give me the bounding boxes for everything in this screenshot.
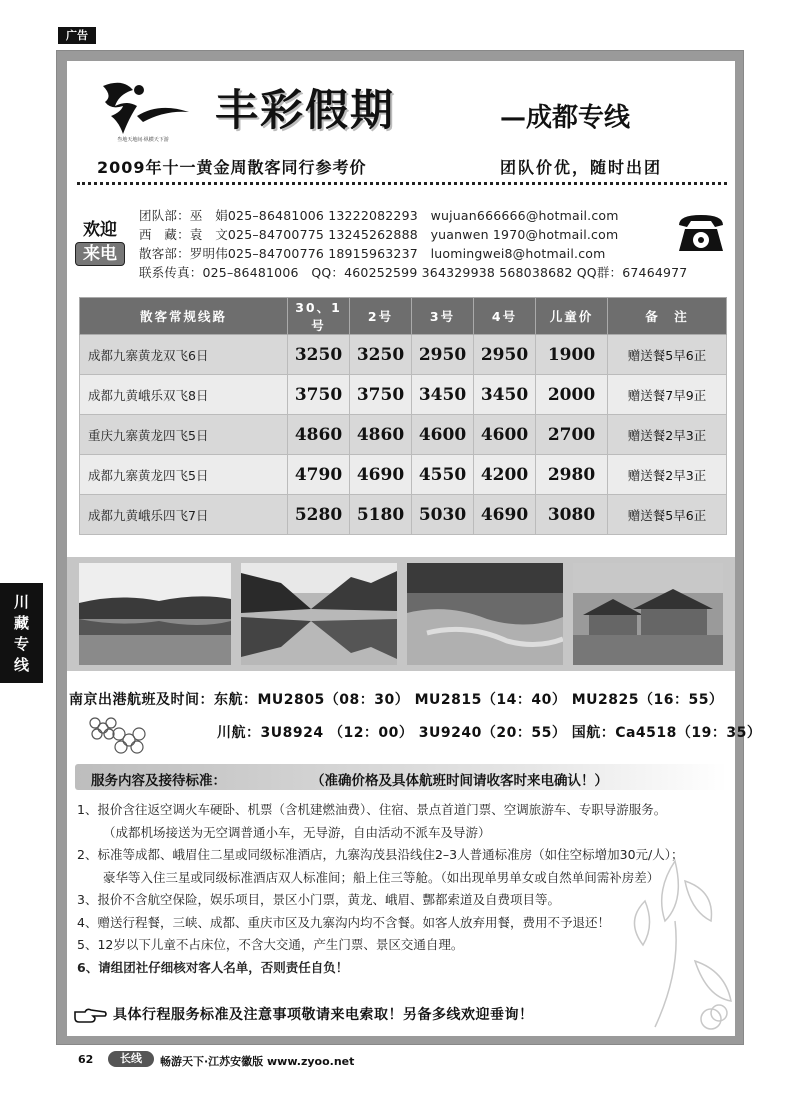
- note-cell: 赠送餐5早6正: [608, 495, 727, 535]
- table-row: [80, 415, 727, 455]
- column-header: 2号: [350, 298, 412, 335]
- note-cell: 赠送餐7早9正: [608, 375, 727, 415]
- section-badge: 长线: [108, 1051, 154, 1067]
- contact-row: 团队部：巫 娟025–86481006 13222082293 wujuan666666@hotmail.com: [139, 208, 619, 223]
- welcome-line1: 欢迎: [83, 220, 117, 240]
- service-term: 1、报价含往返空调火车硬卧、机票（含机建燃油费）、住宿、景点首道门票、空调旅游车、专职导游服务。: [77, 802, 667, 817]
- welcome-line2: 来电: [75, 242, 125, 266]
- service-confirm-note: （准确价格及具体航班时间请收客时来电确认！）: [311, 773, 608, 789]
- side-section-tab: [0, 583, 43, 683]
- price-cell: 4200: [474, 455, 536, 495]
- service-term: 3、报价不含航空保险，娱乐项目，景区小门票，黄龙、峨眉、酆都索道及自费项目等。: [77, 892, 560, 907]
- telephone-icon: [675, 211, 727, 253]
- price-cell: 4790: [288, 455, 350, 495]
- table-row: [80, 495, 727, 535]
- route-cell: 成都九寨黄龙四飞5日: [80, 455, 288, 495]
- flower-decoration-icon: [85, 714, 155, 756]
- temple-photo: [573, 563, 723, 665]
- service-term: 2、标准等成都、峨眉住二星或同级标准酒店，九寨沟茂县沿线住2–3人普通标准房（如住空标增加30元/人）；: [77, 847, 684, 862]
- price-cell: 4600: [412, 415, 474, 455]
- side-tab-char: 川: [13, 593, 29, 611]
- price-cell: 3450: [474, 375, 536, 415]
- contact-row: 联系传真：025–86481006 QQ：460252599 364329938 568038682 QQ群：67464977: [139, 265, 688, 280]
- column-header: 3号: [412, 298, 474, 335]
- route-cell: 成都九黄峨乐四飞7日: [80, 495, 288, 535]
- child-price-cell: 2000: [536, 375, 608, 415]
- price-cell: 3750: [288, 375, 350, 415]
- column-header: 散客常规线路: [80, 298, 288, 335]
- service-term: 6、请组团社仔细核对客人名单，否则责任自负！: [77, 959, 349, 975]
- contact-list: [139, 206, 687, 282]
- child-price-cell: 2700: [536, 415, 608, 455]
- contact-row: 西 藏：袁 文025–84700775 13245262888 yuanwen 1970@hotmail.com: [139, 227, 619, 242]
- price-table: [79, 297, 727, 535]
- price-cell: 3450: [412, 375, 474, 415]
- price-cell: 4690: [474, 495, 536, 535]
- price-cell: 4860: [350, 415, 412, 455]
- inquiry-footer: [73, 1004, 673, 1024]
- price-cell: 3250: [288, 335, 350, 375]
- table-header-row: [80, 298, 727, 335]
- flight-schedule-line1: 南京出港航班及时间：东航：MU2805（08：30） MU2815（14：40） MU2825（16：55）: [69, 692, 724, 708]
- service-term: 豪华等入住三星或同级标准酒店双人标准间；船上住三等舱。（如出现单男单女或自然单间需补房差）: [103, 869, 660, 885]
- price-cell: 4600: [474, 415, 536, 455]
- price-cell: 5030: [412, 495, 474, 535]
- column-header: 4号: [474, 298, 536, 335]
- brand-title: 丰彩假期: [215, 86, 395, 136]
- price-cell: 3250: [350, 335, 412, 375]
- price-cell: 4550: [412, 455, 474, 495]
- column-header: 30、1号: [288, 298, 350, 335]
- contact-row: 散客部：罗明伟025–84700776 18915963237 luomingwei8@hotmail.com: [139, 246, 606, 261]
- service-term: 4、赠送行程餐，三峡、成都、重庆市区及九寨沟内均不含餐。如客人放弃用餐，费用不予退还！: [77, 914, 610, 930]
- lake-photo: [79, 563, 231, 665]
- service-term: 5、12岁以下儿童不占床位，不含大交通，产生门票、景区交通自理。: [77, 937, 464, 952]
- note-cell: 赠送餐2早3正: [608, 415, 727, 455]
- service-terms-list: [77, 799, 683, 979]
- side-tab-char: 线: [13, 656, 29, 674]
- table-row: [80, 335, 727, 375]
- service-term: （成都机场接送为无空调普通小车，无导游，自由活动不派车及导游）: [103, 824, 491, 840]
- child-price-cell: 3080: [536, 495, 608, 535]
- pointing-hand-icon: [73, 1006, 107, 1024]
- brand-subtitle: —成都专线: [500, 103, 631, 133]
- side-tab-char: 专: [13, 635, 29, 653]
- inquiry-footer-text: 具体行程服务标准及注意事项敬请来电索取！另备多线欢迎垂询！: [113, 1007, 534, 1023]
- ad-tag: 广告: [58, 27, 96, 44]
- table-row: [80, 375, 727, 415]
- price-cell: 5180: [350, 495, 412, 535]
- price-cell: 4690: [350, 455, 412, 495]
- logo-caption: 叁地天地间·纵横天下游: [117, 137, 169, 143]
- photo-strip: [67, 557, 735, 671]
- welcome-badge: [75, 219, 125, 266]
- service-header-bar: [75, 764, 727, 790]
- page-number: 62: [78, 1053, 94, 1066]
- price-cell: 2950: [474, 335, 536, 375]
- magazine-brand: 畅游天下·江苏安徽版 www.zyoo.net: [160, 1055, 355, 1068]
- price-cell: 3750: [350, 375, 412, 415]
- waterfall-pool-photo: [407, 563, 563, 665]
- mountain-reflection-photo: [241, 563, 397, 665]
- reference-price-heading: 2009年十一黄金周散客同行参考价: [97, 158, 367, 177]
- column-header: 备 注: [608, 298, 727, 335]
- service-title: 服务内容及接待标准：: [91, 773, 226, 789]
- table-row: [80, 455, 727, 495]
- child-price-cell: 2980: [536, 455, 608, 495]
- route-cell: 成都九黄峨乐双飞8日: [80, 375, 288, 415]
- column-header: 儿童价: [536, 298, 608, 335]
- flight-schedule-line2: 川航：3U8924 （12：00） 3U9240（20：55） 国航：Ca4518（19：35）: [217, 725, 762, 741]
- price-cell: 4860: [288, 415, 350, 455]
- route-cell: 成都九寨黄龙双飞6日: [80, 335, 288, 375]
- child-price-cell: 1900: [536, 335, 608, 375]
- route-cell: 重庆九寨黄龙四飞5日: [80, 415, 288, 455]
- note-cell: 赠送餐5早6正: [608, 335, 727, 375]
- price-cell: 2950: [412, 335, 474, 375]
- ad-content: [67, 61, 762, 1036]
- ad-frame: [56, 50, 762, 1045]
- price-cell: 5280: [288, 495, 350, 535]
- note-cell: 赠送餐2早3正: [608, 455, 727, 495]
- team-price-slogan: 团队价优，随时出团: [500, 158, 663, 177]
- side-tab-char: 藏: [13, 614, 29, 632]
- dotted-divider: [77, 182, 727, 185]
